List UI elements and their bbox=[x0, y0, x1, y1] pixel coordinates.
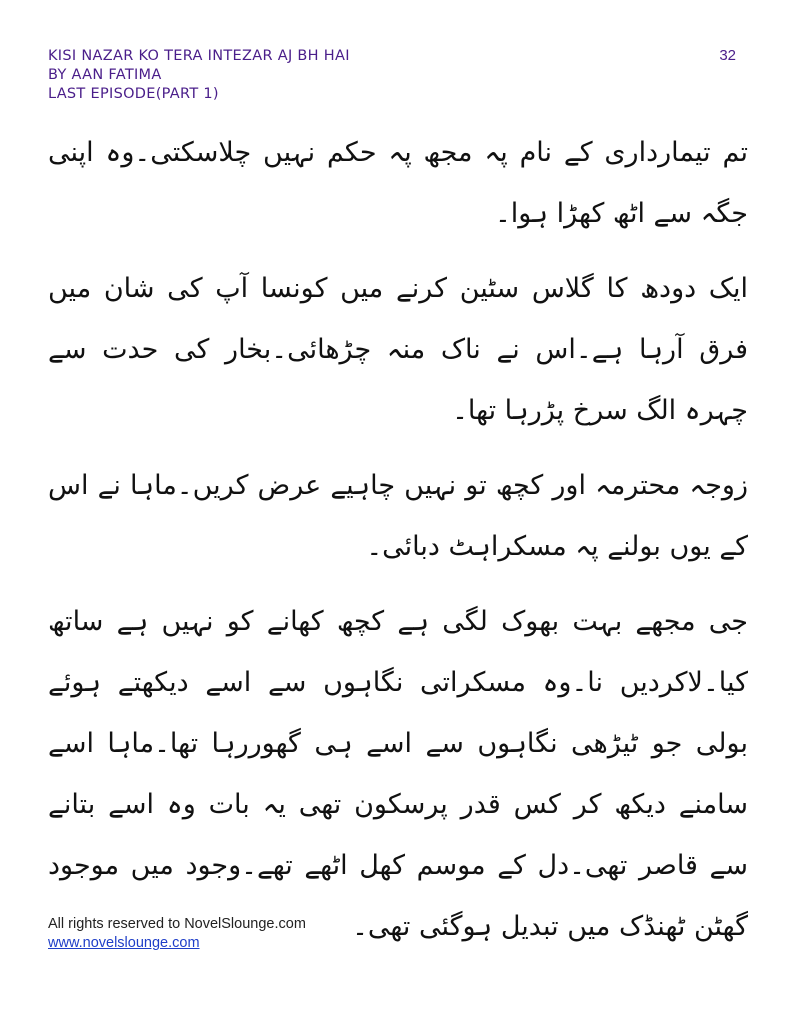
paragraph: ایک دودھ کا گلاس سٹین کرنے میں کونسا آپ کی شان میں فرق آرہا ہے۔اس نے ناک منہ چڑھائی۔بخار کی حدت سے چہرہ الگ سرخ پڑرہا تھا۔ bbox=[48, 273, 748, 426]
document-footer bbox=[48, 915, 306, 953]
website-link[interactable]: www.novelslounge.com bbox=[48, 935, 200, 951]
paragraph: جی مجھے بہت بھوک لگی ہے کچھ کھانے کو نہیں ہے ساتھ کیا۔لاکردیں نا۔وہ مسکراتی نگاہوں سے اسے دیکھتے ہوئے بولی جو ٹیڑھی نگاہوں سے اسے ہی گھوررہا تھا۔ماہا اسے سامنے دیکھ کر کس قدر پرسکون تھی یہ بات وہ اسے بتانے سے قاصر تھی۔دل کے موسم کھل اٹھے تھے۔وجود میں موجود گھٹن ٹھنڈک میں تبدیل ہوگئی تھی۔ bbox=[48, 606, 748, 942]
document-header bbox=[48, 47, 468, 104]
novel-title: KISI NAZAR KO TERA INTEZAR AJ BH HAI bbox=[48, 48, 350, 64]
author-line: BY AAN FATIMA bbox=[48, 67, 162, 83]
page-number: 32 bbox=[719, 47, 736, 64]
episode-line: LAST EPISODE(PART 1) bbox=[48, 86, 219, 102]
paragraph: زوجہ محترمہ اور کچھ تو نہیں چاہیے عرض کریں۔ماہا نے اس کے یوں بولنے پہ مسکراہٹ دبائی۔ bbox=[48, 470, 748, 562]
rights-notice: All rights reserved to NovelSlounge.com bbox=[48, 916, 306, 932]
story-body bbox=[48, 122, 748, 971]
paragraph: تم تیمارداری کے نام پہ مجھ پہ حکم نہیں چلاسکتی۔وہ اپنی جگہ سے اٹھ کھڑا ہوا۔ bbox=[48, 137, 748, 229]
